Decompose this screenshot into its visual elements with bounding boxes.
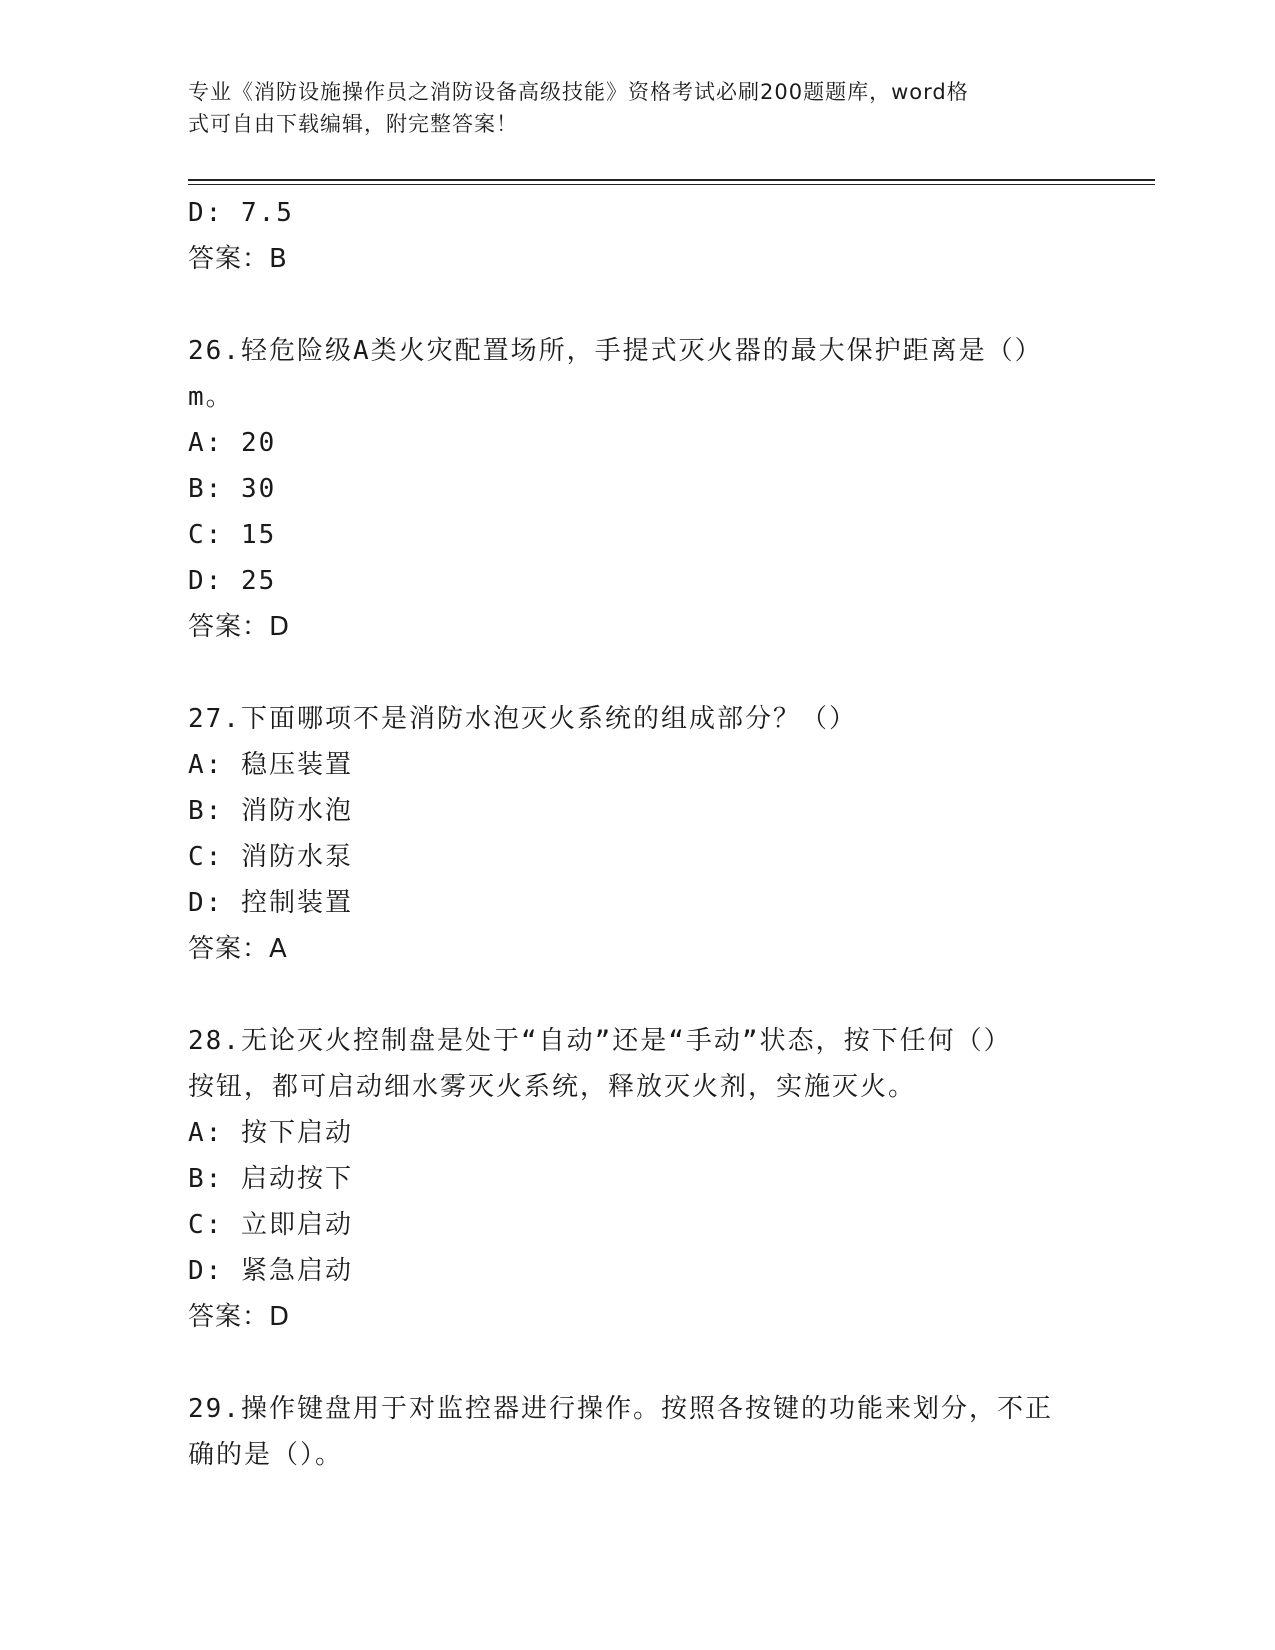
question-29 xyxy=(188,1386,1088,1478)
spacer xyxy=(188,650,1088,696)
answer: 答案：D xyxy=(188,612,291,642)
question-list xyxy=(188,190,1088,1478)
option-b: B: 30 xyxy=(188,474,277,504)
answer: 答案：A xyxy=(188,934,288,964)
question-25-tail xyxy=(188,190,1088,282)
question-stem: 27.下面哪项不是消防水泡灭火系统的组成部分？（） xyxy=(188,704,857,734)
header-line-2: 式可自由下载编辑，附完整答案！ xyxy=(188,112,518,136)
option-a: A: 稳压装置 xyxy=(188,750,353,780)
option-d: D: 控制装置 xyxy=(188,888,353,918)
spacer xyxy=(188,282,1088,328)
option-d: D: 25 xyxy=(188,566,277,596)
question-27 xyxy=(188,696,1088,972)
question-26 xyxy=(188,328,1088,650)
option-c: C: 15 xyxy=(188,520,277,550)
answer: 答案：B xyxy=(188,244,288,274)
document-header xyxy=(188,76,1068,140)
option-b: B: 消防水泡 xyxy=(188,796,353,826)
option-d: D: 7.5 xyxy=(188,198,294,228)
option-d: D: 紧急启动 xyxy=(188,1256,353,1286)
spacer xyxy=(188,972,1088,1018)
question-stem-continued: m。 xyxy=(188,382,234,412)
answer: 答案：D xyxy=(188,1302,291,1332)
option-c: C: 消防水泵 xyxy=(188,842,353,872)
header-divider-thin xyxy=(188,184,1155,185)
question-stem: 29.操作键盘用于对监控器进行操作。按照各按键的功能来划分，不正 xyxy=(188,1394,1053,1424)
question-28 xyxy=(188,1018,1088,1340)
option-c: C: 立即启动 xyxy=(188,1210,353,1240)
question-stem: 28.无论灭火控制盘是处于“自动”还是“手动”状态，按下任何（） xyxy=(188,1026,1012,1056)
question-stem-continued: 按钮，都可启动细水雾灭火系统，释放灭火剂，实施灭火。 xyxy=(188,1072,917,1102)
header-divider-thick xyxy=(188,179,1155,181)
header-line-1: 专业《消防设施操作员之消防设备高级技能》资格考试必刷200题题库，word格 xyxy=(188,80,969,104)
option-a: A: 20 xyxy=(188,428,277,458)
question-stem-continued: 确的是（）。 xyxy=(188,1440,344,1470)
spacer xyxy=(188,1340,1088,1386)
question-stem: 26.轻危险级A类火灾配置场所，手提式灭火器的最大保护距离是（） xyxy=(188,336,1043,366)
option-a: A: 按下启动 xyxy=(188,1118,353,1148)
option-b: B: 启动按下 xyxy=(188,1164,353,1194)
